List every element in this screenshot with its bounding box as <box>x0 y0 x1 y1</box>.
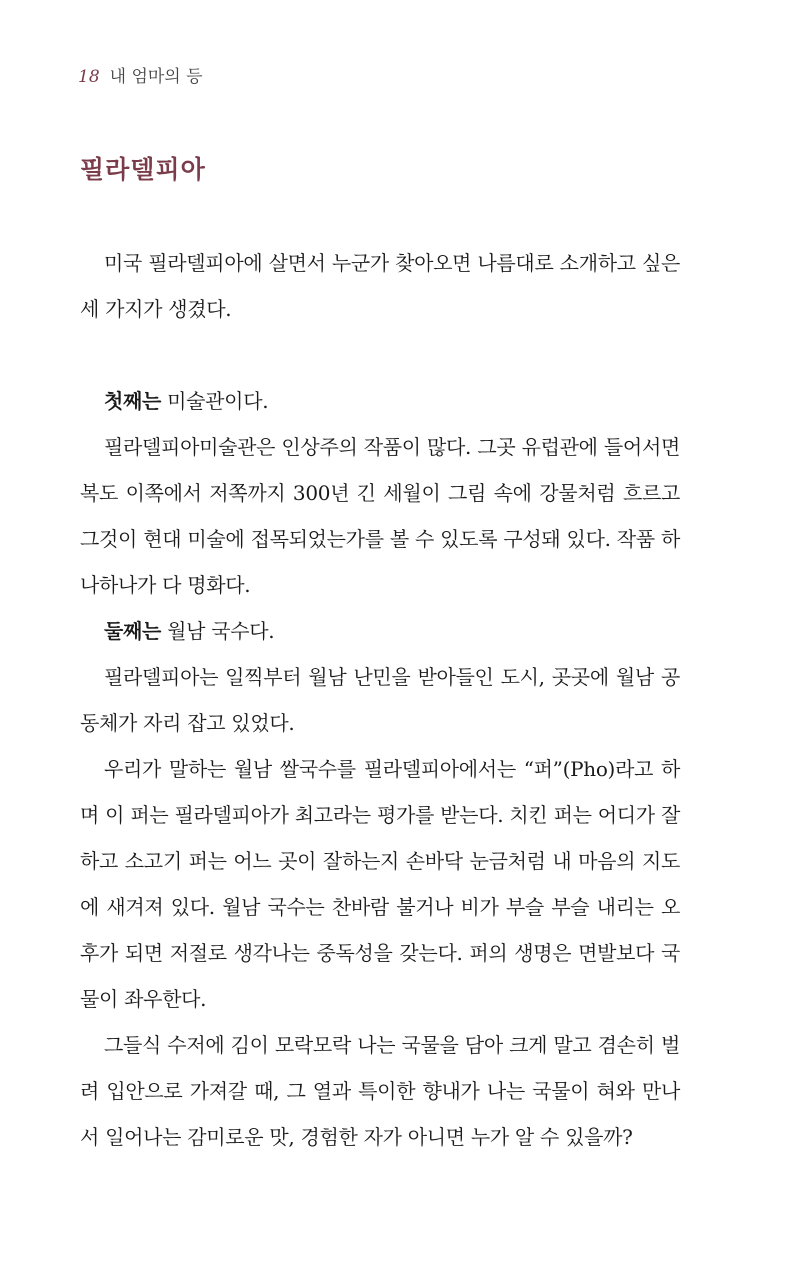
paragraph-community: 필라델피아는 일찍부터 월남 난민을 받아들인 도시, 곳곳에 월남 공동체가 자리 잡고 있었다. <box>80 665 680 735</box>
chapter-title: 필라델피아 <box>80 155 206 184</box>
second-item-text: 월남 국수다. <box>161 619 275 643</box>
book-title: 내 엄마의 등 <box>109 67 203 87</box>
paragraph-museum: 필라델피아미술관은 인상주의 작품이 많다. 그곳 유럽관에 들어서면 복도 이쪽에서 저쪽까지 300년 긴 세월이 그림 속에 강물처럼 흐르고 그것이 현대 미술에 접목되었는가를 볼 수 있도록 구성돼 있다. 작품 하나하나가 다 명화다. <box>80 435 680 597</box>
paragraph-broth: 그들식 수저에 김이 모락모락 나는 국물을 담아 크게 말고 겸손히 벌려 입안으로 가져갈 때, 그 열과 특이한 향내가 나는 국물이 혀와 만나서 일어나는 감미로운 맛, 경험한 자가 아니면 누가 알 수 있을까? <box>80 1033 680 1149</box>
paragraph-pho: 우리가 말하는 월남 쌀국수를 필라델피아에서는 “퍼”(Pho)라고 하며 이 퍼는 필라델피아가 최고라는 평가를 받는다. 치킨 퍼는 어디가 잘하고 소고기 퍼는 어느 곳이 잘하는지 손바닥 눈금처럼 내 마음의 지도에 새겨져 있다. 월남 국수는 찬바람 불거나 비가 부슬 부슬 내리는 오후가 되면 저절로 생각나는 중독성을 갖는다. 퍼의 생명은 면발보다 국물이 좌우한다. <box>80 757 680 1011</box>
paragraph-first-item <box>80 378 680 424</box>
first-item-text: 미술관이다. <box>161 389 269 413</box>
paragraph-intro: 미국 필라델피아에 살면서 누군가 찾아오면 나름대로 소개하고 싶은 세 가지가 생겼다. <box>80 251 680 321</box>
page-number: 18 <box>78 67 100 87</box>
lead-first: 첫째는 <box>104 389 162 413</box>
paragraph-second-item <box>80 608 680 654</box>
lead-second: 둘째는 <box>104 619 162 643</box>
body-text <box>80 240 680 1160</box>
running-head <box>78 62 203 87</box>
